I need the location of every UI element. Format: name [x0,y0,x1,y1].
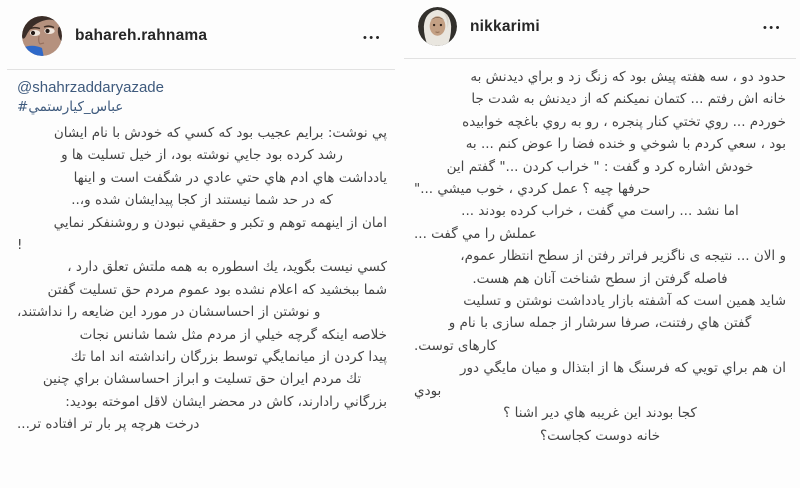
post-text-line: خلاصه اينكه گرچه خيلي از مردم مثل شما شانس نجات [79,326,387,343]
post-text-line: ان هم براي تويي كه فرسنگ ها از ابتذال و ميان مايگي دور [459,360,786,377]
post-body [400,59,800,447]
post-text-line: حدود دو ، سه هفته پيش بود كه زنگ زد و براي ديدنش به [470,69,786,85]
post-text-line: پي نوشت: برايم عجيب بود كه كسي كه خودش با نام ايشان [53,125,387,141]
post-text-line: خانه اش رفتم ... كتمان نميكنم كه از ديدنش به شدت جا [471,91,786,108]
avatar-nikkarimi[interactable] [418,7,457,46]
more-options-icon: ••• [362,31,382,44]
post-nikkarimi [400,0,800,488]
post-text-line: عملش را مي گفت ... [414,225,537,242]
more-options-button[interactable] [759,17,786,36]
post-text-line: حرفها چيه ؟ عمل كردي ، خوب ميشي ..." [414,181,651,198]
post-text-line: بزرگاني رادارند، كاش در محضر ايشان لاقل اموخته بوديد: [65,393,387,410]
post-text-line: بود ، سعي كردم با شوخي و خنده فضا را عوض كنم ... به [465,136,786,153]
post-text-line: امان از اينهمه توهم و تكبر و حقيقي نبودن و روشنفكر نمايي [53,214,387,231]
post-text-line: كجا بودند اين غريبه هاي دير اشنا ؟ [503,405,697,422]
post-text-line: و نوشتن از احساسشان در مورد اين ضايعه را نداشتند، [17,304,321,321]
post-header [400,0,800,58]
hashtag-link[interactable]: #عباس_كيارستمي [17,99,124,115]
more-options-button[interactable] [359,27,386,46]
avatar-nikkarimi-image [418,7,457,46]
post-text-line: فاصله گرفتن از سطح شناخت آنان هم هست. [472,270,728,287]
more-options-icon: ••• [762,22,782,34]
post-text-line: رشد كرده بود جايي نوشته بود، از خيل تسليت ها و [61,147,343,164]
post-body [0,70,400,436]
post-text-line: كارهاى توست. [414,337,497,354]
post-text-line: شما ببخشيد كه اعلام نشده بود عموم مردم حق تسليت گفتن [47,281,387,298]
post-header [0,0,400,69]
post-text-line: بودي [414,382,442,399]
post-text-line: كه در حد شما نيستند از كجا پيدايشان شده و،.. [71,192,333,209]
post-text [17,122,387,436]
post-text [414,66,786,447]
post-text-line: تك مردم ايران حق تسليت و ابراز احساسشان براي چنين [42,371,362,388]
post-text-line: خودش اشاره كرد و گفت : " خراب كردن ..." گفتم اين [446,158,754,175]
post-text-line: گفتن هاي رفتنت، صرفا سرشار از جمله سازى با نام و [448,315,752,332]
avatar-bahareh[interactable] [22,16,62,56]
post-text-line: خوردم ... روي تختي كنار پنجره ، رو به روي باغچه خوابيده [462,113,786,130]
post-text-line: شايد همين است كه آشفته بازار يادداشت نوشتن و تسليت [463,293,786,310]
post-text-line: ! [17,237,23,254]
avatar-bahareh-image [22,16,62,56]
username-nikkarimi[interactable]: nikkarimi [470,17,540,35]
username-bahareh[interactable]: bahareh.rahnama [75,27,208,44]
post-text-line: خانه دوست كجاست؟ [539,427,661,444]
post-text-line: درخت هرچه پر بار تر افتاده تر... [17,416,200,433]
post-text-line: و الان ... نتيجه ى ناگزير فراتر رفتن از سطح انتظار عموم، [460,248,786,265]
post-text-line: كسي نيست بگويد، يك اسطوره به همه ملتش تعلق دارد ، [67,259,387,276]
mention-link[interactable]: @shahrzaddaryazade [17,79,164,96]
post-text-line: اما نشد ... راست مي گفت ، خراب كرده بودند ... [461,203,739,220]
post-text-line: يادداشت هاي ادم هاي حتي عادي در شگفت است و اينها [73,169,387,186]
post-text-line: پيدا كردن از ميانمايگي توسط بزرگان رانداشته اند اما تك [70,349,387,366]
